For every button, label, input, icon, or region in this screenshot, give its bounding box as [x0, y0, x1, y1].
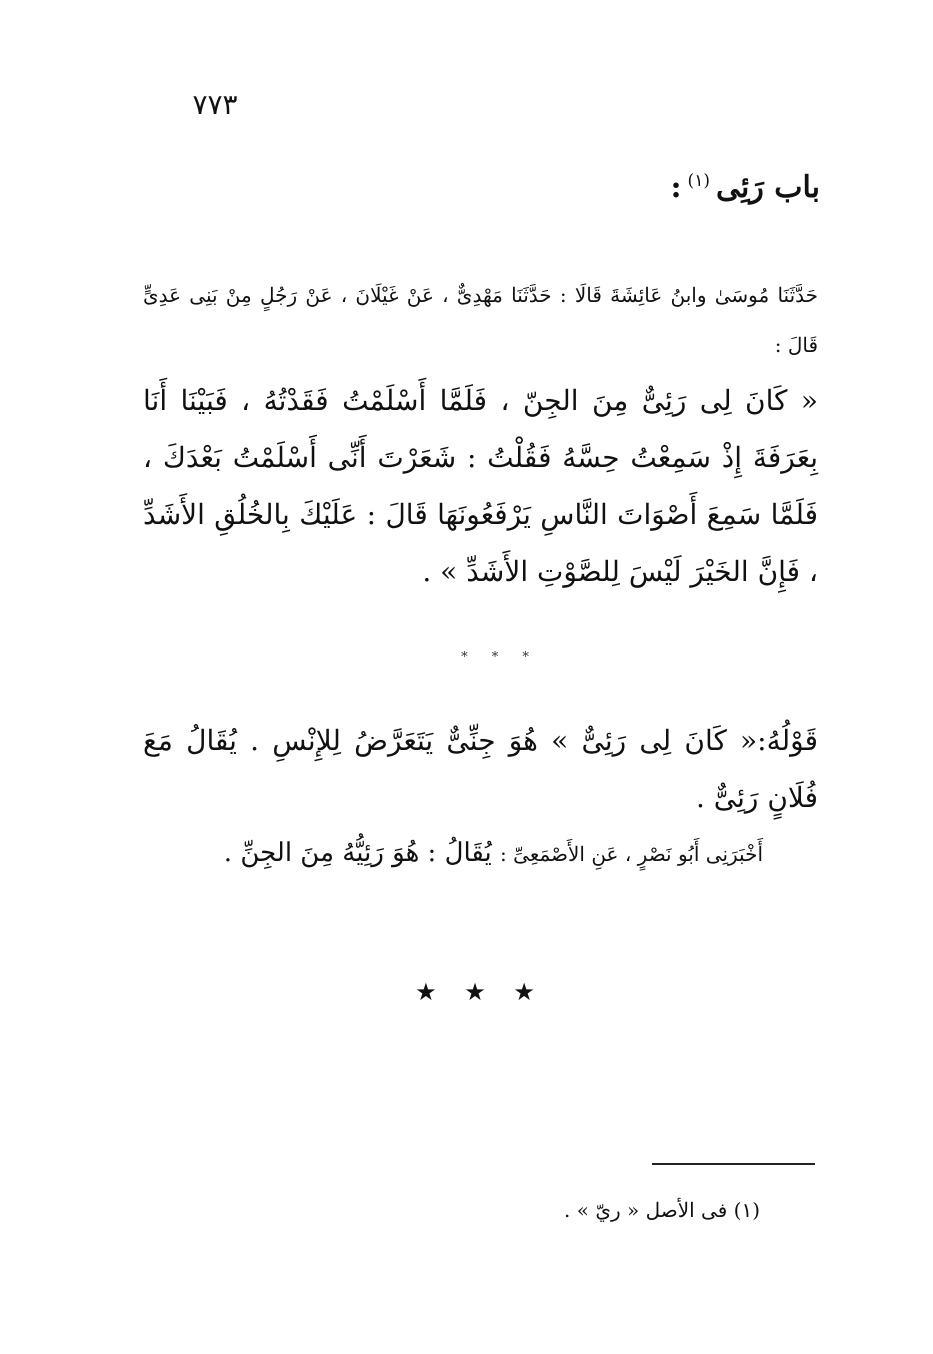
hadith-text: « كَانَ لِى رَئِىٌّ مِنَ الجِنّ ، فَلَمَّا أَسْلَمْتُ فَقَدْتُهُ ، فَبَيْنَا أَنَا بِعَرَفَةَ إِذْ سَمِعْتُ حِسَّهُ فَقُلْتُ : شَعَرْتَ أَنِّى أَسْلَمْتُ بَعْدَكَ ، فَلَمَّا سَمِعَ أَصْوَاتَ النَّاسِ يَرْفَعُونَهَا قَالَ : عَلَيْكَ بِالخُلُقِ الأَشَدِّ ، فَإِنَّ الخَيْرَ لَيْسَ لِلصَّوْتِ الأَشَدِّ » .: [143, 384, 818, 588]
section-separator-stars: ★ ★ ★: [415, 978, 545, 1006]
commentary-paragraph-2: [143, 828, 763, 879]
footnote: (١) فى الأصل « ريّ » .: [564, 1198, 760, 1222]
section-separator-small: * * *: [461, 650, 539, 665]
chapter-title: باب رَئِى: [715, 170, 820, 205]
commentary-paragraph: قَوْلُهُ:« كَانَ لِى رَئِىٌّ » هُوَ جِنِّىٌّ يَتَعَرَّضُ لِلإِنْسِ . يُقَالُ مَعَ فُلَانٍ رَئِىٌّ .: [143, 724, 818, 814]
footnote-reference: (١): [687, 171, 710, 191]
chapter-colon: :: [670, 170, 682, 205]
isnad-paragraph: حَدَّثَنَا مُوسَىٰ وابنُ عَائِشَةَ قَالَا : حَدَّثَنَا مَهْدِىٌّ ، عَنْ غَيْلَانَ ، عَنْ رَجُلٍ مِنْ بَنِى عَدِىٍّ قَالَ :: [143, 283, 818, 357]
page-number: ٧٧٣: [192, 88, 238, 121]
chapter-heading: [320, 170, 820, 205]
commentary-statement: يُقَالُ : هُوَ رَئِيُّهُ مِنَ الجِنِّ .: [223, 838, 492, 868]
narration-chain: أَخْبَرَنِى أَبُو نَصْرٍ ، عَنِ الأَصْمَعِىِّ :: [500, 842, 763, 866]
footnote-divider: [652, 1163, 815, 1165]
